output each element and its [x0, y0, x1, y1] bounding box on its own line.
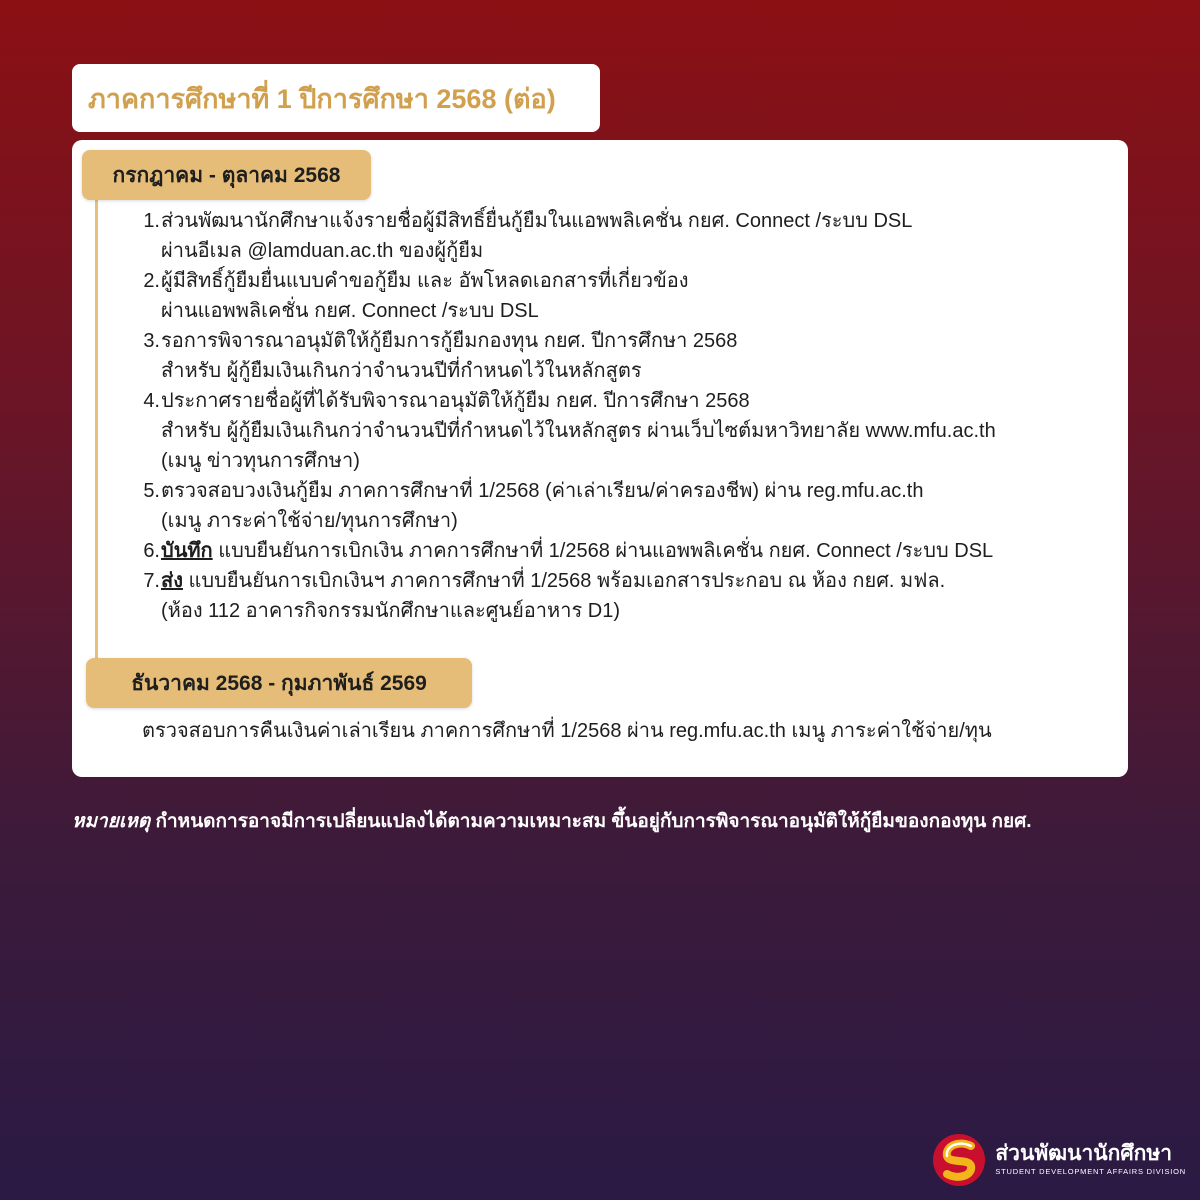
page-title: ภาคการศึกษาที่ 1 ปีการศึกษา 2568 (ต่อ) — [88, 83, 556, 114]
step-item-3 — [138, 326, 1128, 386]
step-emphasis: บันทึก — [161, 540, 213, 562]
step-number: 4. — [143, 390, 160, 412]
step-number: 2. — [143, 270, 160, 292]
period-badge-1: กรกฎาคม - ตุลาคม 2568 — [82, 150, 371, 200]
step-text: (เมนู ภาระค่าใช้จ่าย/ทุนการศึกษา) — [161, 510, 458, 532]
timeline-line — [95, 190, 98, 660]
step-item-6 — [138, 536, 1128, 566]
step-text: (ห้อง 112 อาคารกิจกรรมนักศึกษาและศูนย์อาหาร D1) — [161, 600, 620, 622]
org-name-en: STUDENT DEVELOPMENT AFFAIRS DIVISION — [995, 1167, 1186, 1176]
step-text: ผ่านแอพพลิเคชั่น กยศ. Connect /ระบบ DSL — [161, 300, 539, 322]
remark-label: หมายเหตุ — [72, 811, 151, 832]
footer-logo — [931, 1132, 1186, 1188]
step-item-4 — [138, 386, 1128, 476]
step-text: สำหรับ ผู้กู้ยืมเงินเกินกว่าจำนวนปีที่กำหนดไว้ในหลักสูตร ผ่านเว็บไซต์มหาวิทยาลัย www.mfu.ac.th — [161, 420, 996, 442]
org-name-th: ส่วนพัฒนานักศึกษา — [995, 1142, 1173, 1165]
step-item-5 — [138, 476, 1128, 536]
remark — [72, 806, 1172, 836]
step-list — [138, 206, 1128, 626]
title-box — [72, 64, 600, 132]
step-item-2 — [138, 266, 1128, 326]
refund-check-text: ตรวจสอบการคืนเงินค่าเล่าเรียน ภาคการศึกษาที่ 1/2568 ผ่าน reg.mfu.ac.th เมนู ภาระค่าใช้จ่าย/ทุน — [142, 720, 992, 742]
step-text: สำหรับ ผู้กู้ยืมเงินเกินกว่าจำนวนปีที่กำหนดไว้ในหลักสูตร — [161, 360, 642, 382]
period-badge-2: ธันวาคม 2568 - กุมภาพันธ์ 2569 — [86, 658, 472, 708]
step-number: 5. — [143, 480, 160, 502]
step-text: ประกาศรายชื่อผู้ที่ได้รับพิจารณาอนุมัติให้กู้ยืม กยศ. ปีการศึกษา 2568 — [161, 390, 750, 412]
step-emphasis: ส่ง — [161, 570, 183, 592]
step-number: 1. — [143, 210, 160, 232]
step-text: ตรวจสอบวงเงินกู้ยืม ภาคการศึกษาที่ 1/2568 (ค่าเล่าเรียน/ค่าครองชีพ) ผ่าน reg.mfu.ac.th — [161, 480, 924, 502]
step-item-7 — [138, 566, 1128, 626]
step-text: รอการพิจารณาอนุมัติให้กู้ยืมการกู้ยืมกองทุน กยศ. ปีการศึกษา 2568 — [161, 330, 738, 352]
step-item-1 — [138, 206, 1128, 266]
step-text: ส่วนพัฒนานักศึกษาแจ้งรายชื่อผู้มีสิทธิ์ยื่นกู้ยืมในแอพพลิเคชั่น กยศ. Connect /ระบบ DSL — [161, 210, 913, 232]
step-text: ผ่านอีเมล @lamduan.ac.th ของผู้กู้ยืม — [161, 240, 484, 262]
step-text: แบบยืนยันการเบิกเงินฯ ภาคการศึกษาที่ 1/2568 พร้อมเอกสารประกอบ ณ ห้อง กยศ. มฟล. — [182, 570, 946, 592]
step-number: 6. — [143, 540, 160, 562]
remark-text: กำหนดการอาจมีการเปลี่ยนแปลงได้ตามความเหมาะสม ขึ้นอยู่กับการพิจารณาอนุมัติให้กู้ยืมของกองทุน กยศ. — [150, 811, 1032, 832]
step-text: แบบยืนยันการเบิกเงิน ภาคการศึกษาที่ 1/2568 ผ่านแอพพลิเคชั่น กยศ. Connect /ระบบ DSL — [212, 540, 994, 562]
step-number: 7. — [143, 570, 160, 592]
step-text: (เมนู ข่าวทุนการศึกษา) — [161, 450, 360, 472]
step-number: 3. — [143, 330, 160, 352]
step-text: ผู้มีสิทธิ์กู้ยืมยื่นแบบคำขอกู้ยืม และ อัพโหลดเอกสารที่เกี่ยวข้อง — [161, 270, 689, 292]
sda-logo-icon — [931, 1132, 987, 1188]
